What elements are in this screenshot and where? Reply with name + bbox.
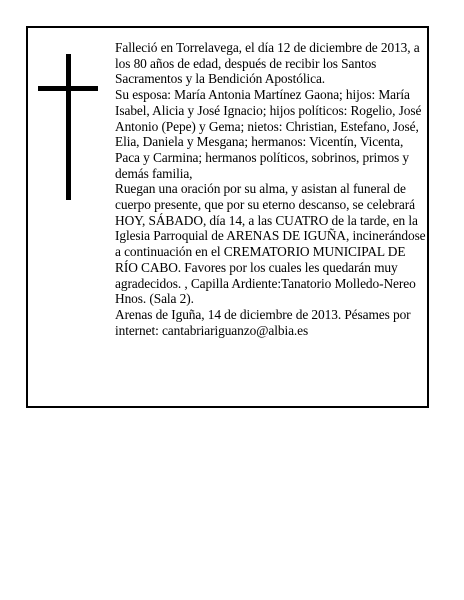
cross-beam xyxy=(38,86,98,91)
notice-paragraph-family: Su esposa: María Antonia Martínez Gaona; hijos: María Isabel, Alicia y José Ignacio; hijos políticos: Rogelio, José Antonio (Pepe) y Gema; nietos: Christian, Estefano, José, Elia, Daniela y Mesgana; hermanos: Vicentín, Vicenta, Paca y Carmina; hermanos políticos, sobrinos, primos y demás familia, xyxy=(115,87,422,181)
notice-paragraph-funeral: Ruegan una oración por su alma, y asistan al funeral de cuerpo presente, que por su eterno descanso, se celebrará HOY, SÁBADO, día 14, a las CUATRO de la tarde, en la Iglesia Parroquial de ARENAS DE IGUÑA, incinerándose a continuación en el CREMATORIO MUNICIPAL DE RÍO CABO. Favores por los cuales les quedarán muy agradecidos. , Capilla Ardiente:Tanatorio Molledo-Nereo Hnos. (Sala 2). xyxy=(115,181,426,307)
cross-icon xyxy=(38,54,98,200)
obituary-notice xyxy=(26,26,429,408)
notice-text xyxy=(115,40,427,338)
cross-upright xyxy=(66,54,71,200)
notice-paragraph-death: Falleció en Torrelavega, el día 12 de diciembre de 2013, a los 80 años de edad, después de recibir los Santos Sacramentos y la Bendición Apostólica. xyxy=(115,40,420,87)
notice-paragraph-condolences: Arenas de Iguña, 14 de diciembre de 2013. Pésames por internet: cantabriariguanzo@albia.es xyxy=(115,306,411,338)
